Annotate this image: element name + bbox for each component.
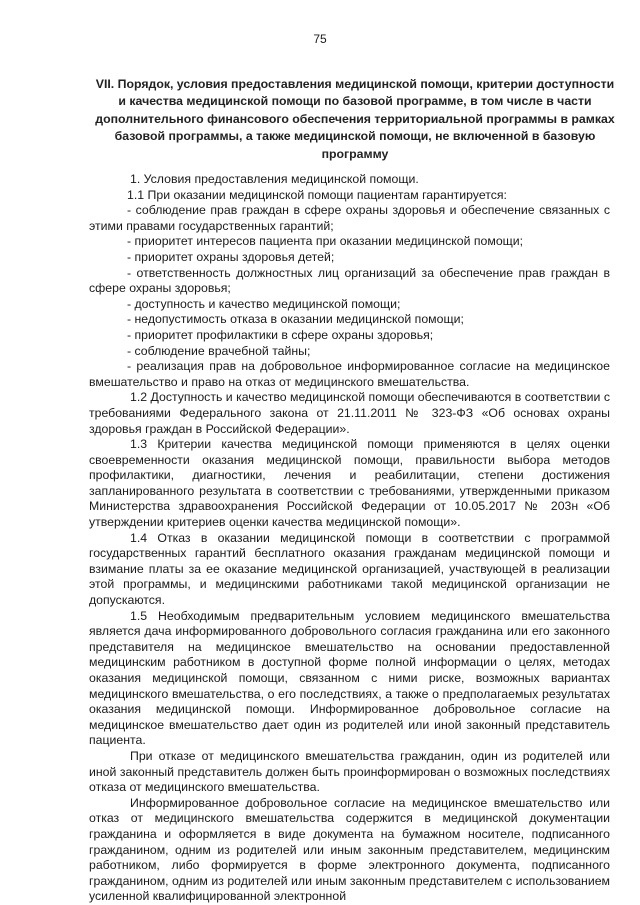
paragraph-1-2: 1.2 Доступность и качество медицинской помощи обеспечиваются в соответствии с требованиями Федерального закона от 21.11.2011 № 323-ФЗ «Об основах охраны здоровья граждан в Российской Федерации».	[89, 390, 610, 436]
page-number: 75	[313, 32, 327, 46]
paragraph-1-3: 1.3 Критерии качества медицинской помощи применяются в целях оценки своевременности оказания медицинской помощи, правильности выбора методов профилактики, диагностики, лечения и реабилитации, степени достижения запланированного результата в соответствии с требованиями, утвержденными приказом Министерства здравоохранения Российской Федерации от 10.05.2017 № 203н «Об утверждении критериев оценки качества медицинской помощи».	[89, 437, 610, 530]
paragraph-consent-document: Информированное добровольное согласие на медицинское вмешательство или отказ от медицинского вмешательства содержится в медицинской документации гражданина и оформляется в виде документа на бумажном носителе, подписанного гражданином, одним из родителей или иным законным представителем, медицинским работником, либо формируется в форме электронного документа, подписанного гражданином, одним из родителей или иным законным представителем с использованием усиленной квалифицированной электронной	[89, 795, 610, 904]
list-item: - недопустимость отказа в оказании медицинской помощи;	[127, 312, 464, 327]
list-item: - реализация прав на добровольное информированное согласие на медицинское вмешательство и право на отказ от медицинского вмешательства.	[89, 359, 610, 389]
section-title: VII. Порядок, условия предоставления медицинской помощи, критерии доступности и качества медицинской помощи по базовой программе, в том числе в части дополнительного финансового обеспечения территориальной программы в рамках базовой программы, а также медицинской помощи, не включенной в базовую программу	[95, 77, 615, 161]
list-item: - приоритет профилактики в сфере охраны здоровья;	[127, 327, 434, 342]
paragraph-1-1: 1.1 При оказании медицинской помощи пациентам гарантируется:	[127, 187, 507, 202]
list-item: - приоритет интересов пациента при оказании медицинской помощи;	[127, 234, 524, 249]
paragraph-refusal: При отказе от медицинского вмешательства гражданин, один из родителей или иной законный представитель должен быть проинформирован о возможных последствиях отказа от медицинского вмешательства.	[89, 748, 610, 795]
list-item: - доступность и качество медицинской помощи;	[127, 296, 401, 311]
paragraph-conditions-heading: 1. Условия предоставления медицинской помощи.	[130, 172, 419, 186]
paragraph-1-4: 1.4 Отказ в оказании медицинской помощи в соответствии с программой государственных гарантий бесплатного оказания гражданам медицинской помощи и взимание платы за ее оказание медицинской организацией, участвующей в реализации этой программы, и медицинскими работниками такой медицинской организации не допускаются.	[89, 530, 610, 608]
list-item: - соблюдение врачебной тайны;	[127, 343, 311, 358]
paragraph-1-5: 1.5 Необходимым предварительным условием медицинского вмешательства является дача информированного добровольного согласия гражданина или его законного представителя на медицинское вмешательство на основании предоставленной медицинским работником в доступной форме полной информации о целях, методах оказания медицинской помощи, связанном с ними риске, возможных вариантах медицинского вмешательства, о его последствиях, а также о предполагаемых результатах оказания медицинской помощи. Информированное добровольное согласие на медицинское вмешательство дает один из родителей или иной законный представитель пациента.	[89, 608, 610, 748]
document-body	[89, 172, 610, 905]
list-item: - ответственность должностных лиц организаций за обеспечение прав граждан в сфере охраны здоровья;	[89, 265, 610, 296]
list-item: - приоритет охраны здоровья детей;	[127, 249, 335, 264]
list-item: - соблюдение прав граждан в сфере охраны здоровья и обеспечение связанных с этими правами государственных гарантий;	[89, 203, 610, 233]
